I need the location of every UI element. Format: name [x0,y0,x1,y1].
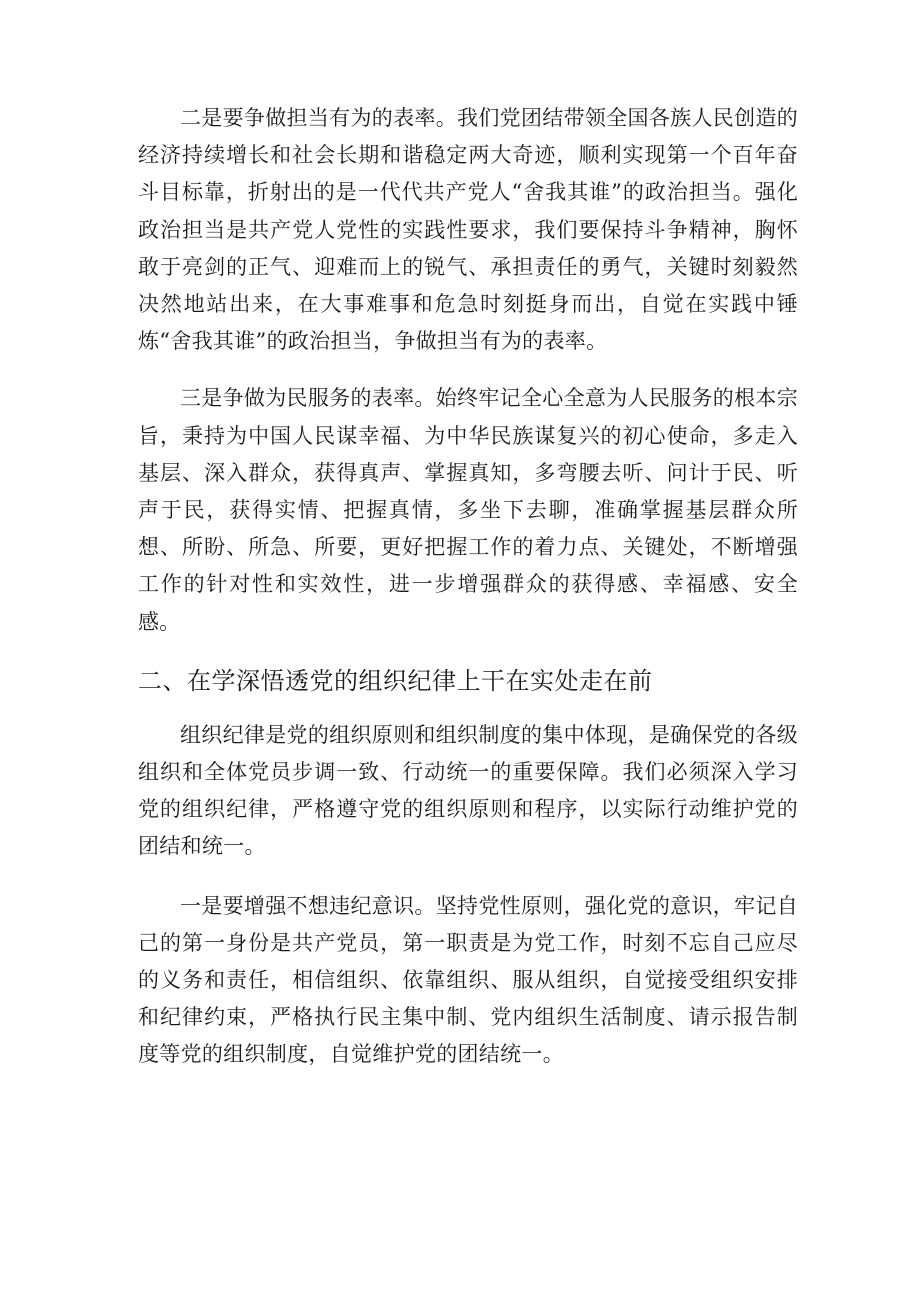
document-page [138,100,798,1074]
section-heading: 二、在学深悟透党的组织纪律上干在实处走在前 [138,666,653,695]
paragraph-responsibility: 二是要争做担当有为的表率。我们党团结带领全国各族人民创造的经济持续增长和社会长期和谐稳定两大奇迹，顺利实现第一个百年奋斗目标靠，折射出的是一代代共产党人“舍我其谁”的政治担当。强化政治担当是共产党人党性的实践性要求，我们要保持斗争精神，胸怀敢于亮剑的正气、迎难而上的锐气、承担责任的勇气，关键时刻毅然决然地站出来，在大事难事和危急时刻挺身而出，自觉在实践中锤炼“舍我其谁”的政治担当，争做担当有为的表率。 [138,106,798,354]
paragraph-serve-people: 三是争做为民服务的表率。始终牢记全心全意为人民服务的根本宗旨，秉持为中国人民谋幸福、为中华民族谋复兴的初心使命，多走入基层、深入群众，获得真声、掌握真知，多弯腰去听、问计于民、听声于民，获得实情、把握真情，多坐下去聊，准确掌握基层群众所想、所盼、所急、所要，更好把握工作的着力点、关键处，不断增强工作的针对性和实效性，进一步增强群众的获得感、幸福感、安全感。 [138,386,798,634]
paragraph-discipline: 一是要增强不想违纪意识。坚持党性原则，强化党的意识，牢记自己的第一身份是共产党员，第一职责是为党工作，时刻不忘自己应尽的义务和责任，相信组织、依靠组织、服从组织，自觉接受组织安排和纪律约束，严格执行民主集中制、党内组织生活制度、请示报告制度等党的组织制度，自觉维护党的团结统一。 [138,893,798,1067]
paragraph-section-intro: 组织纪律是党的组织原则和组织制度的集中体现，是确保党的各级组织和全体党员步调一致、行动统一的重要保障。我们必须深入学习党的组织纪律，严格遵守党的组织原则和程序，以实际行动维护党的团结和统一。 [138,722,798,859]
